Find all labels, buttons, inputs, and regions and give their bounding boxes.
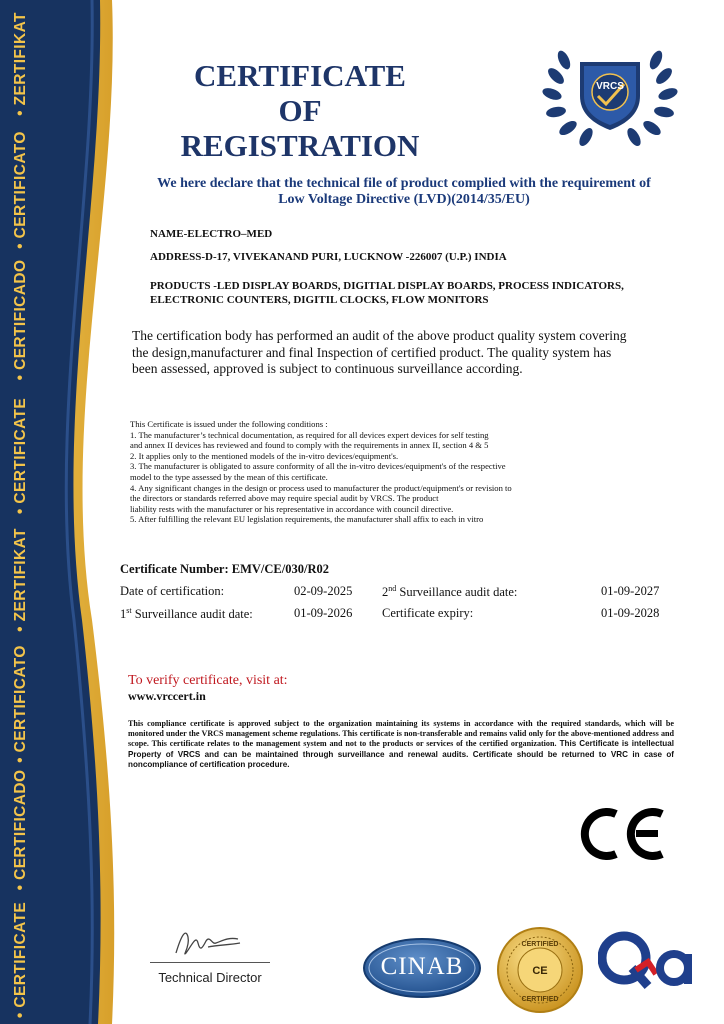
second-audit-sup: nd — [388, 584, 397, 593]
declaration-line-1: We here declare that the technical file of product complied with the requirement of — [157, 176, 651, 191]
title-line-2: OF REGISTRATION — [180, 93, 420, 163]
ce-mark-icon — [576, 806, 668, 862]
company-name: NAME-ELECTRO–MED — [150, 228, 273, 240]
condition-line: model to the type assessed by the mean of this certificate. — [130, 471, 328, 482]
notice-part-2: This Certificate is intellectual Property of VRCS and can be maintained through surveillance and renewal audits. Certificate should be returned to VRC in case of noncompliance of certification procedure. — [128, 739, 675, 769]
condition-line: This Certificate is issued under the following conditions : — [130, 419, 328, 429]
qa-logo — [598, 928, 696, 992]
first-audit-sup: st — [126, 606, 132, 615]
title-line-1: CERTIFICATE — [194, 58, 406, 93]
verify-label: To verify certificate, visit at: — [128, 673, 288, 688]
sidebar-words: • ZERTIFIKAT • CERTIFICATO • CERTIFICADO • CERTIFICATE • ZERTIFIKAT • CERTIFICATO • CERTIFICADO • CERTIFICATE — [12, 12, 29, 1019]
seal-text: CE — [532, 965, 548, 977]
expiry-value: 01-09-2028 — [601, 606, 660, 620]
declaration-line-2: Low Voltage Directive (LVD)(2014/35/EU) — [278, 192, 530, 207]
svg-text:CERTIFIED: CERTIFIED — [521, 996, 559, 1003]
page-title — [160, 58, 440, 163]
condition-line: 1. The manufacturer’s technical documentation, as required for all devices expert devices for self testing — [130, 429, 489, 440]
signature-scribble — [168, 923, 258, 963]
audit-line: The certification body has performed an audit of the above product quality system covering — [132, 328, 627, 343]
expiry-label: Certificate expiry: — [382, 606, 474, 620]
svg-text:CERTIFIED: CERTIFIED — [521, 941, 559, 948]
products-line-1: PRODUCTS -LED DISPLAY BOARDS, DIGITIAL DISPLAY BOARDS, PROCESS INDICATORS, — [150, 280, 624, 292]
vrcs-laurel-logo — [540, 40, 680, 150]
date-value: 02-09-2025 — [294, 584, 353, 598]
compliance-notice — [128, 719, 674, 770]
cinab-text: CINAB — [380, 953, 464, 980]
audit-statement — [132, 328, 672, 378]
second-audit-text: Surveillance audit date: — [396, 585, 518, 600]
sidebar-band — [0, 0, 118, 1024]
condition-line: 5. After fulfilling the relevant EU legislation requirements, the manufacturer shall affix to each in vitro — [130, 514, 484, 525]
declaration — [118, 176, 690, 208]
verify-link[interactable]: www.vrccert.in — [128, 689, 206, 703]
notice-part-1: This compliance certificate is approved subject to the organization maintaining its systems in accordance with the required standards, which will be monitored under the VRCS management scheme regulations. This certificate is non-transferable and remains valid only for the above-mentioned address and scope. This certificate relates to the management system and not to the products or services of the certified organization. — [128, 719, 674, 749]
audit-line: been assessed, approved is subject to continuous surveillance according. — [132, 361, 523, 376]
signature-line — [150, 962, 270, 963]
first-audit-label: 1st Surveillance audit date: — [120, 606, 253, 622]
logo-text: VRCS — [596, 81, 624, 92]
condition-line: 3. The manufacturer is obligated to assure conformity of all the in-vitro devices/equipment's of the respective — [130, 461, 506, 472]
conditions-list — [130, 419, 580, 525]
condition-line: liability rests with the manufacturer or his representative in accordance with council directive. — [130, 503, 454, 514]
date-label: Date of certification: — [120, 584, 225, 598]
condition-line: the directors or standards referred above may require special audit by VRCS. The product — [130, 493, 439, 504]
first-audit-text: Surveillance audit date: — [131, 607, 253, 622]
audit-line: the design,manufacturer and final Inspection of certified product. The quality system has — [132, 344, 612, 360]
first-audit-value: 01-09-2026 — [294, 606, 353, 620]
second-audit-label: 2nd Surveillance audit date: — [382, 584, 518, 600]
products-line-2: ELECTRONIC COUNTERS, DIGITIL CLOCKS, FLOW MONITORS — [150, 294, 489, 306]
certified-seal — [496, 926, 584, 1014]
condition-line: 4. Any significant changes in the design or process used to manufacturer the product/equipment's or revision to — [130, 482, 512, 493]
company-address: ADDRESS-D-17, VIVEKANAND PURI, LUCKNOW -226007 (U.P.) INDIA — [150, 251, 507, 263]
signature-title: Technical Director — [158, 970, 262, 985]
certificate-number: Certificate Number: EMV/CE/030/R02 — [120, 562, 329, 576]
condition-line: 2. It applies only to the mentioned models of the in-vitro devices/equipment's. — [130, 450, 399, 461]
second-audit-value: 01-09-2027 — [601, 584, 660, 598]
condition-line: and annex II devices has reviewed and found to comply with the requirements in annex II, section 4 & 5 — [130, 440, 489, 451]
